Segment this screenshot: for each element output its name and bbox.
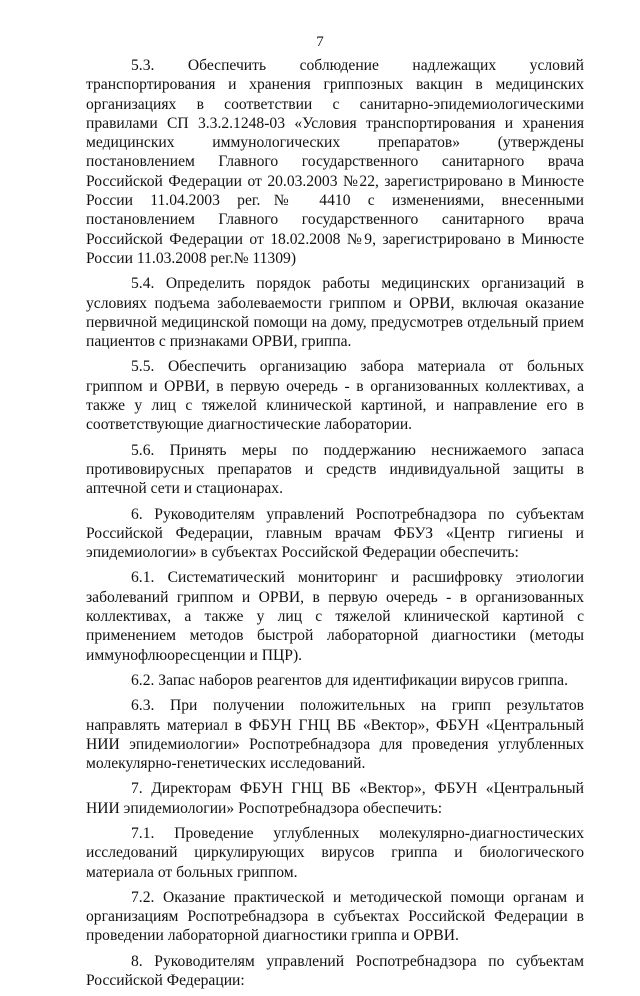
paragraph-5-5: 5.5. Обеспечить организацию забора материала от больных гриппом и ОРВИ, в первую очередь - в организованных коллективах, а также у лиц с тяжелой клинической картиной, и направление его в соответствующие диагностические лаборатории.	[86, 358, 584, 434]
paragraph-5-3: 5.3. Обеспечить соблюдение надлежащих условий транспортирования и хранения гриппозных вакцин в медицинских организациях в соответствии с санитарно-эпидемиологическими правилами СП 3.3.2.1248-03 «Условия транспортирования и хранения медицинских иммунологических препаратов» (утверждены постановлением Главного государственного санитарного врача Российской Федерации от 20.03.2003 №22, зарегистрировано в Минюсте России 11.04.2003 рег.№ 4410 с изменениями, внесенными постановлением Главного государственного санитарного врача Российской Федерации от 18.02.2008 №9, зарегистрировано в Минюсте России 11.03.2008 рег.№ 11309)	[86, 57, 584, 267]
paragraph-7-1: 7.1. Проведение углубленных молекулярно-диагностических исследований циркулирующих вирусов гриппа и биологического материала от больных гриппом.	[86, 824, 584, 881]
page-number: 7	[316, 34, 324, 50]
paragraph-7-2: 7.2. Оказание практической и методической помощи органам и организациям Роспотребнадзора в субъектах Российской Федерации в проведении лабораторной диагностики гриппа и ОРВИ.	[86, 888, 584, 945]
paragraph-5-4: 5.4. Определить порядок работы медицинских организаций в условиях подъема заболеваемости гриппом и ОРВИ, включая оказание первичной медицинской помощи на дому, предусмотрев отдельный прием пациентов с признаками ОРВИ, гриппа.	[86, 275, 584, 351]
document-body	[86, 56, 584, 996]
paragraph-6-2: 6.2. Запас наборов реагентов для идентификации вирусов гриппа.	[131, 671, 568, 689]
paragraph-6: 6. Руководителям управлений Роспотребнадзора по субъектам Российской Федерации, главным врачам ФБУЗ «Центр гигиены и эпидемиологии» в субъектах Российской Федерации обеспечить:	[86, 505, 584, 562]
paragraph-6-3: 6.3. При получении положительных на грипп результатов направлять материал в ФБУН ГНЦ ВБ «Вектор», ФБУН «Центральный НИИ эпидемиологии» Роспотребнадзора для проведения углубленных молекулярно-генетических исследований.	[86, 697, 584, 773]
paragraph-7: 7. Директорам ФБУН ГНЦ ВБ «Вектор», ФБУН «Центральный НИИ эпидемиологии» Роспотребнадзора обеспечить:	[86, 780, 584, 817]
paragraph-8: 8. Руководителям управлений Роспотребнадзора по субъектам Российской Федерации:	[86, 952, 584, 990]
paragraph-5-6: 5.6. Принять меры по поддержанию неснижаемого запаса противовирусных препаратов и средств индивидуальной защиты в аптечной сети и стационарах.	[86, 441, 584, 498]
paragraph-6-1: 6.1. Систематический мониторинг и расшифровку этиологии заболеваний гриппом и ОРВИ, в первую очередь - в организованных коллективах, а также у лиц с тяжелой клинической картиной с применением методов быстрой лабораторной диагностики (методы иммунофлюоресценции и ПЦР).	[86, 569, 584, 664]
